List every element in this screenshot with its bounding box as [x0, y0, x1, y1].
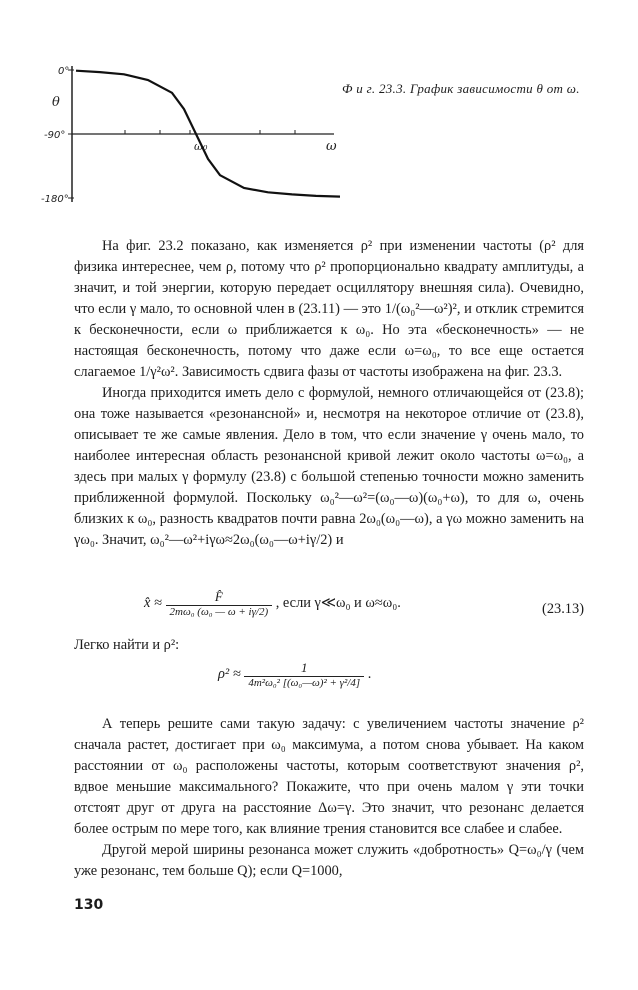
- paragraph-4: Другой мерой ширины резонанса может служить «добротность» Q=ω₀/γ (чем уже резонанс, тем больше Q); если Q=1000,: [74, 842, 584, 879]
- eq1-condition: , если γ≪ω₀ и ω≈ω₀.: [275, 594, 401, 611]
- eq2-numerator: 1: [244, 660, 364, 677]
- main-text-continued: [74, 714, 584, 882]
- paragraph-2: Иногда приходится иметь дело с формулой, немного отличающейся от (23.8); она тоже называется «резонансной» и, несмотря на некоторое отличие от (23.8), описывает те же самые явления. Дело в том, что если значение γ очень мало, то наиболее интересная область резонансной кривой лежит около частоты ω=ω₀, а здесь при малых γ формулу (23.8) с большой степенью точности можно заменить приближенной формулой. Поскольку ω₀²—ω²=(ω₀—ω)(ω₀+ω), то для ω, очень близких к ω₀, разность квадратов почти равна 2ω₀(ω₀—ω), а γω можно заменить на γω₀. Значит, ω₀²—ω²+iγω≈2ω₀(ω₀—ω+iγ/2) и: [74, 385, 584, 548]
- tick-label-minus90: -90°: [44, 130, 66, 141]
- eq1-denominator: 2mω₀ (ω₀ — ω + iγ/2): [169, 606, 269, 618]
- x-axis-label: ω: [326, 139, 337, 154]
- figure-caption: [342, 80, 612, 98]
- equation-23-13: [144, 589, 584, 618]
- eq1-lhs: x̂ ≈: [144, 594, 162, 611]
- caption-text: График зависимости θ от ω.: [410, 81, 580, 96]
- tick-label-minus180: -180°: [41, 194, 69, 205]
- y-axis-label: θ: [52, 95, 60, 110]
- equation-rho-squared: [218, 660, 371, 689]
- tick-label-0: 0°: [58, 66, 70, 77]
- omega0-marker: ω₀: [194, 140, 208, 153]
- eq2-lhs: ρ² ≈: [218, 665, 241, 682]
- eq2-fraction: [244, 660, 364, 689]
- eq2-end: .: [367, 665, 372, 682]
- caption-label: Ф и г. 23.3.: [342, 81, 407, 96]
- main-text: [74, 236, 584, 551]
- paragraph-3: А теперь решите сами такую задачу: с увеличением частоты значение ρ² сначала растет, достигает при ω₀ максимума, а потом снова убывает. На каком расстоянии от ω₀ расположены частоты, которым соответствуют значения ρ², вдвое меньшие максимального? Покажите, что при очень малом γ эти точки отстоят друг от друга на расстояние Δω=γ. Это значит, что резонанс делается более острым по мере того, как влияние трения становится все слабее и слабее.: [74, 716, 584, 837]
- equation-number: (23.13): [542, 601, 584, 617]
- mid-text: Легко найти и ρ²:: [74, 637, 180, 653]
- page-number: 130: [74, 897, 104, 913]
- paragraph-1: На фиг. 23.2 показано, как изменяется ρ² при изменении частоты (ρ² для физика интереснее, чем ρ, потому что ρ² пропорционально квадрату амплитуды, а значит, и той энергии, которую передает осциллятору внешняя сила). Очевидно, что если γ мало, то основной член в (23.11) — это 1/(ω₀²—ω²)², и отклик стремится к бесконечности, если ω приближается к ω₀. Но эта «бесконечность» — не настоящая бесконечность, потому что даже если ω=ω₀, то все еще остается слагаемое 1/γ²ω². Зависимость сдвига фазы от частоты изображена на фиг. 23.3.: [74, 238, 584, 380]
- eq1-numerator: F̂: [166, 589, 273, 606]
- eq1-fraction: [166, 589, 273, 618]
- eq2-denominator: 4m²ω₀² [(ω₀—ω)² + γ²/4]: [248, 677, 361, 689]
- phase-figure: [40, 58, 340, 218]
